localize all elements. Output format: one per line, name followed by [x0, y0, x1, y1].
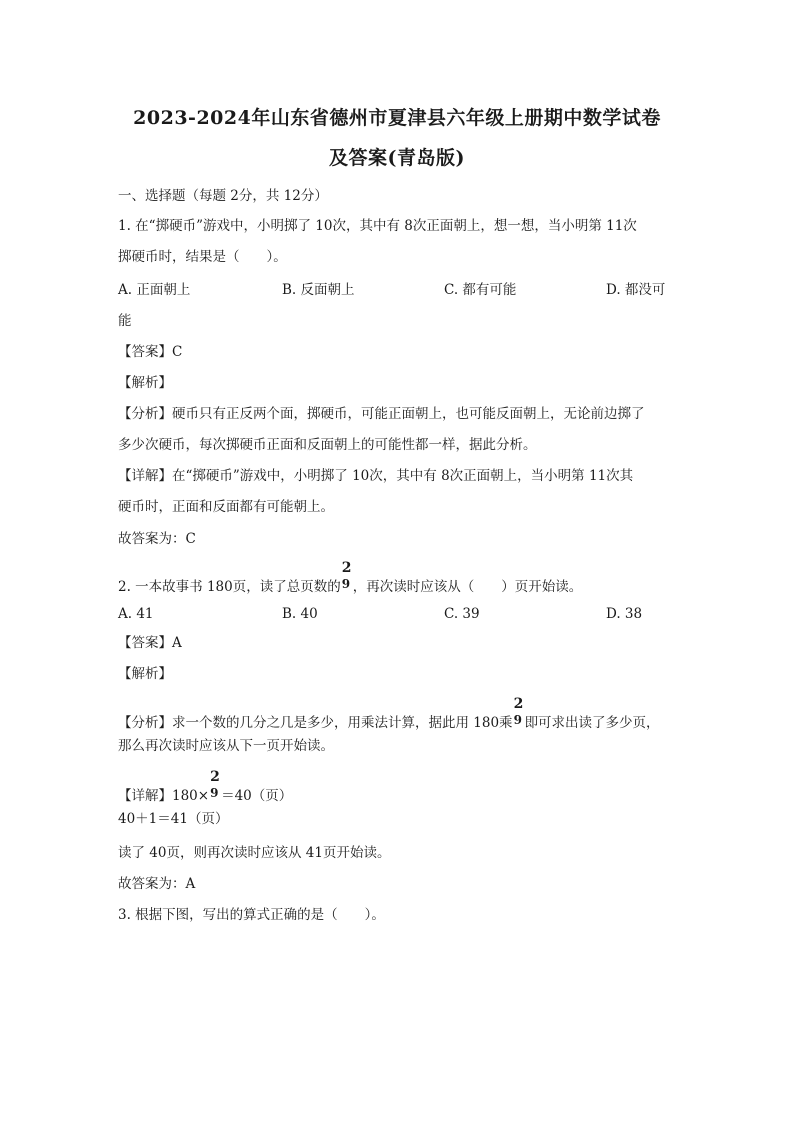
q2-choice-a: A. 41: [118, 606, 154, 622]
fraction-numerator: 2: [513, 696, 524, 712]
q2-analysis-post: 即可求出读了多少页，: [524, 715, 660, 731]
fraction-denominator: 9: [341, 577, 351, 591]
fraction-denominator: 9: [513, 713, 522, 727]
q1-stem-line-1: 1. 在“掷硬币”游戏中，小明掷了 10次，其中有 8次正面朝上，想一想，当小明第 11次: [118, 218, 637, 234]
fraction-two-ninths: [341, 560, 352, 597]
q1-choice-wrap: 能: [118, 313, 132, 329]
q2-stem: [118, 560, 678, 597]
fraction-numerator: 2: [341, 560, 352, 576]
q2-detail-line-2: 40＋1＝41（页）: [118, 811, 229, 827]
fraction-numerator: 2: [210, 769, 220, 785]
q1-detail-line-1: 【详解】在“掷硬币”游戏中，小明掷了 10次，其中有 8次正面朝上，当小明第 11次其: [118, 468, 634, 484]
section-heading: 一、选择题（每题 2分，共 12分）: [118, 188, 328, 204]
q1-final-answer: 故答案为：C: [118, 531, 196, 547]
q2-analysis-label: 【解析】: [118, 666, 172, 682]
q2-stem-post: ，再次读时应该从（ ）页开始读。: [352, 579, 583, 595]
q1-choice-d: D. 都没可: [606, 282, 666, 298]
q2-final-answer: 故答案为：A: [118, 876, 196, 892]
q1-choice-c: C. 都有可能: [444, 282, 517, 298]
fraction-denominator: 9: [210, 786, 219, 800]
q2-stem-pre: 2. 一本故事书 180页，读了总页数的: [118, 579, 341, 595]
q2-answer: 【答案】A: [118, 635, 182, 651]
q2-choice-b: B. 40: [282, 606, 318, 622]
q3-stem: 3. 根据下图，写出的算式正确的是（ ）。: [118, 907, 385, 923]
q1-choice-a: A. 正面朝上: [118, 282, 191, 298]
q1-analysis-label: 【解析】: [118, 375, 172, 391]
q2-detail-pre: 【详解】180×: [118, 788, 210, 804]
q2-choice-c: C. 39: [444, 606, 480, 622]
q1-stem-line-2: 掷硬币时，结果是（ ）。: [118, 249, 287, 265]
q2-detail-line-3: 读了 40页，则再次读时应该从 41页开始读。: [118, 845, 391, 861]
q1-analysis-line-2: 多少次硬币，每次掷硬币正面和反面朝上的可能性都一样，据此分析。: [118, 437, 537, 453]
q1-choices: [118, 280, 678, 300]
q2-detail-line-1: [118, 769, 678, 806]
q2-detail-post: ＝40（页）: [221, 788, 293, 804]
q2-analysis-pre: 【分析】求一个数的几分之几是多少，用乘法计算，据此用 180乘: [118, 715, 513, 731]
q1-detail-line-2: 硬币时，正面和反面都有可能朝上。: [118, 499, 334, 515]
fraction-two-ninths: [210, 769, 220, 806]
document-title-line-1: 2023-2024年山东省德州市夏津县六年级上册期中数学试卷: [133, 107, 661, 129]
q2-choice-d: D. 38: [606, 606, 643, 622]
q2-analysis-line-1: [118, 696, 678, 733]
q1-choice-b: B. 反面朝上: [282, 282, 355, 298]
q1-analysis-line-1: 【分析】硬币只有正反两个面，掷硬币，可能正面朝上，也可能反面朝上，无论前边掷了: [118, 406, 645, 422]
q2-analysis-line-2: 那么再次读时应该从下一页开始读。: [118, 738, 334, 754]
q1-answer: 【答案】C: [118, 344, 183, 360]
q2-choices: [118, 604, 678, 624]
document-title-line-2: 及答案(青岛版): [329, 147, 465, 169]
fraction-two-ninths: [513, 696, 524, 733]
